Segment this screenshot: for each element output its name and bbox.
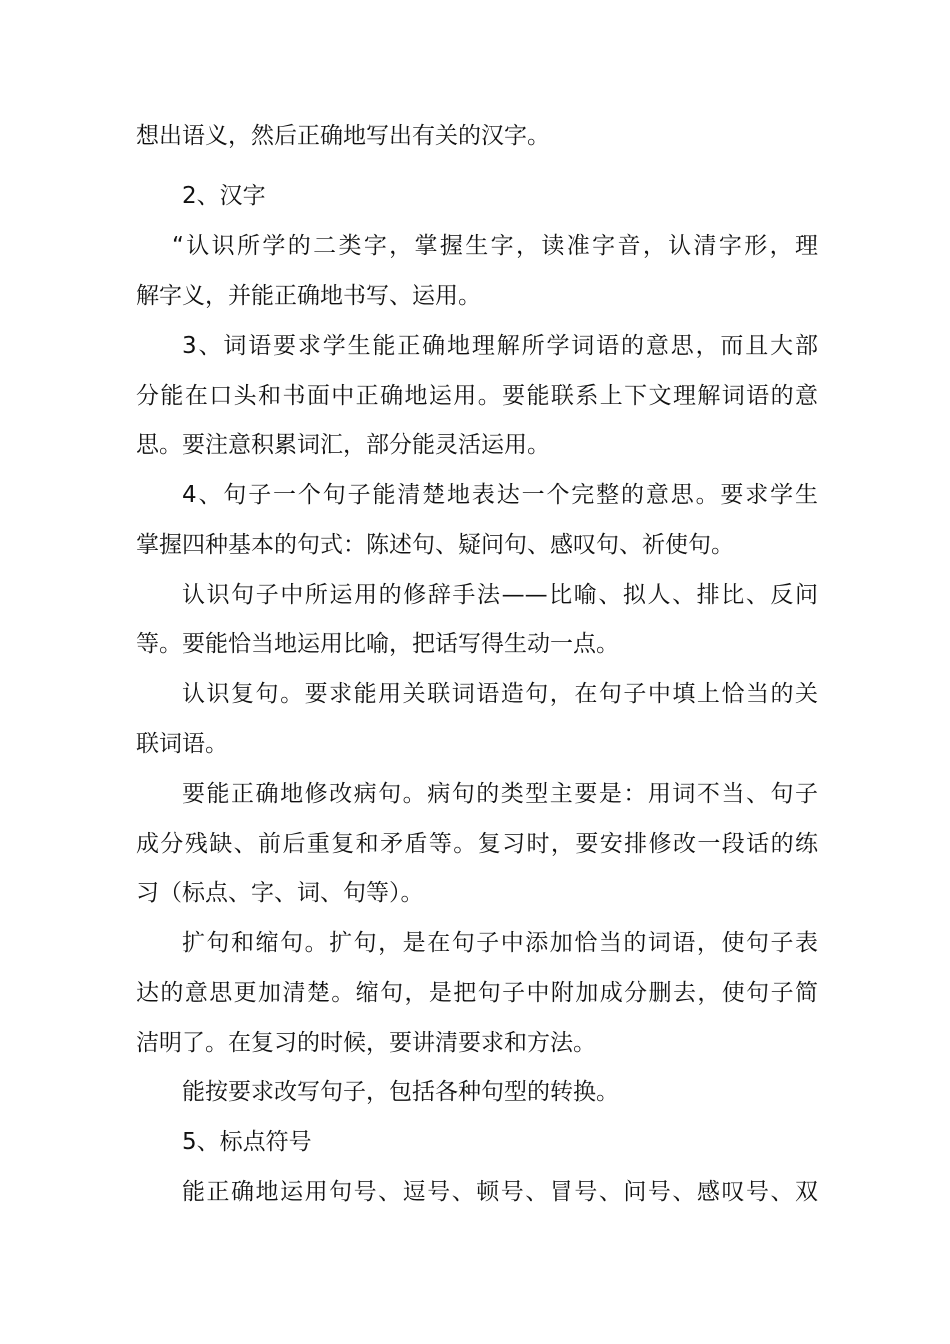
text-line [0,376,950,416]
text-line [0,575,950,615]
text-line [0,724,950,764]
text-line [0,674,950,714]
text-line [0,226,950,266]
text-line-content: 习（标点、字、词、句等）。 [136,880,424,906]
text-line [0,276,950,316]
text-line-content: 认识句子中所运用的修辞手法——比喻、拟人、排比、反问 [182,582,818,608]
text-line [0,1072,950,1112]
text-line-content: 3、词语要求学生能正确地理解所学词语的意思，而且大部 [182,333,818,359]
text-line [0,774,950,814]
text-line-content: 成分残缺、前后重复和矛盾等。复习时，要安排修改一段话的练 [136,831,818,857]
text-line [0,475,950,515]
text-line-content: 思。要注意积累词汇，部分能灵活运用。 [136,432,550,458]
text-line-content: 能按要求改写句子，包括各种句型的转换。 [182,1079,619,1105]
text-line [0,116,950,156]
section-heading-punctuation: 5、标点符号 [182,1129,312,1155]
text-line-content: 掌握四种基本的句式：陈述句、疑问句、感叹句、祈使句。 [136,532,734,558]
text-line [0,1023,950,1063]
heading-line [0,1122,950,1162]
text-line-content: “认识所学的二类字，掌握生字，读准字音，认清字形，理 [172,233,818,259]
text-line-content: 解字义，并能正确地书写、运用。 [136,283,481,309]
heading-line [0,176,950,216]
text-line-content: 想出语义，然后正确地写出有关的汉字。 [136,123,550,149]
text-line [0,824,950,864]
text-line-content: 扩句和缩句。扩句，是在句子中添加恰当的词语，使句子表 [182,930,818,956]
text-line-content: 4、句子一个句子能清楚地表达一个完整的意思。要求学生 [182,482,818,508]
text-line-content: 等。要能恰当地运用比喻，把话写得生动一点。 [136,631,619,657]
text-line [0,1172,950,1212]
text-line [0,525,950,565]
text-line [0,624,950,664]
text-line-content: 分能在口头和书面中正确地运用。要能联系上下文理解词语的意 [136,383,818,409]
text-line-content: 能正确地运用句号、逗号、顿号、冒号、问号、感叹号、双 [182,1179,818,1205]
text-line-content: 联词语。 [136,731,228,757]
text-line-content: 洁明了。在复习的时候，要讲清要求和方法。 [136,1030,596,1056]
text-line-content: 要能正确地修改病句。病句的类型主要是：用词不当、句子 [182,781,818,807]
section-heading-hanzi: 2、汉字 [182,183,266,209]
text-line [0,923,950,963]
text-line-content: 认识复句。要求能用关联词语造句，在句子中填上恰当的关 [182,681,818,707]
text-line [0,326,950,366]
text-line [0,425,950,465]
text-line [0,973,950,1013]
text-line-content: 达的意思更加清楚。缩句，是把句子中附加成分删去，使句子简 [136,980,818,1006]
text-line [0,873,950,913]
